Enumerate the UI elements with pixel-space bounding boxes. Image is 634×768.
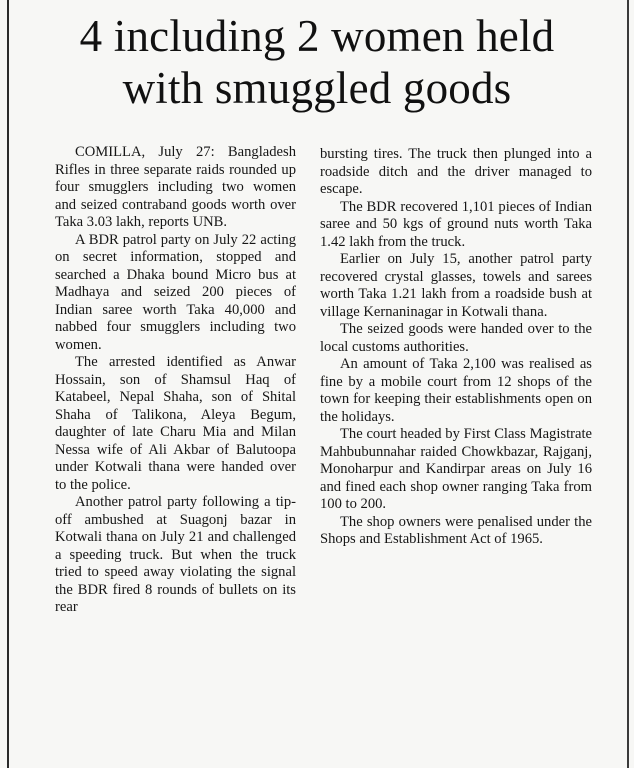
- headline-line-1: 4 including 2 women held: [79, 11, 555, 61]
- column-rule-left: [7, 0, 9, 768]
- article-column-left: [55, 144, 296, 617]
- article-column-right: [320, 146, 592, 549]
- paragraph-micro-bus: A BDR patrol party on July 22 acting on secret information, stopped and searched a Dhaka bound Micro bus at Madhaya and seized 200 pieces of Indian saree worth Taka 40,000 and nabbed four smugglers including two women.: [55, 231, 296, 353]
- paragraph-july-15: Earlier on July 15, another patrol party recovered crystal glasses, towels and sarees worth Taka 1.21 lakh from a roadside bush at village Kernaninagar in Kotwali thana.: [320, 251, 592, 320]
- headline-line-2: with smuggled goods: [122, 63, 512, 113]
- paragraph-magistrate: The court headed by First Class Magistrate Mahbubunnahar raided Chowkbazar, Rajganj, Monoharpur and Kandirpar areas on July 16 and fined each shop owner ranging Taka from 100 to 200.: [320, 426, 592, 512]
- paragraph-continued: bursting tires. The truck then plunged into a roadside ditch and the driver managed to escape.: [320, 146, 592, 197]
- paragraph-customs: The seized goods were handed over to the local customs authorities.: [320, 321, 592, 355]
- paragraph-penalised: The shop owners were penalised under the Shops and Establishment Act of 1965.: [320, 513, 592, 547]
- paragraph-recovered: The BDR recovered 1,101 pieces of Indian saree and 50 kgs of ground nuts worth Taka 1.42 lakh from the truck.: [320, 198, 592, 250]
- headline: [14, 10, 620, 114]
- column-rule-right: [627, 0, 629, 768]
- paragraph-truck-ambush: Another patrol party following a tip-off ambushed at Suagonj bazar in Kotwali thana on July 21 and challenged a speeding truck. But when the truck tried to speed away violating the signal the BDR fired 8 rounds of bullets on its rear: [55, 494, 296, 615]
- paragraph-arrested: The arrested identified as Anwar Hossain, son of Shamsul Haq of Katabeel, Nepal Shaha, son of Shital Shaha of Talikona, Aleya Begum, daughter of late Charu Mia and Milan Nessa wife of Ali Akbar of Balutoopa under Kotwali thana were handed over to the police.: [55, 354, 296, 493]
- paragraph-mobile-court: An amount of Taka 2,100 was realised as fine by a mobile court from 12 shops of the town for keeping their establishments open on the holidays.: [320, 356, 592, 425]
- paragraph-dateline: COMILLA, July 27: Bangladesh Rifles in three separate raids rounded up four smugglers including two women and seized contraband goods worth over Taka 3.03 lakh, reports UNB.: [55, 144, 296, 230]
